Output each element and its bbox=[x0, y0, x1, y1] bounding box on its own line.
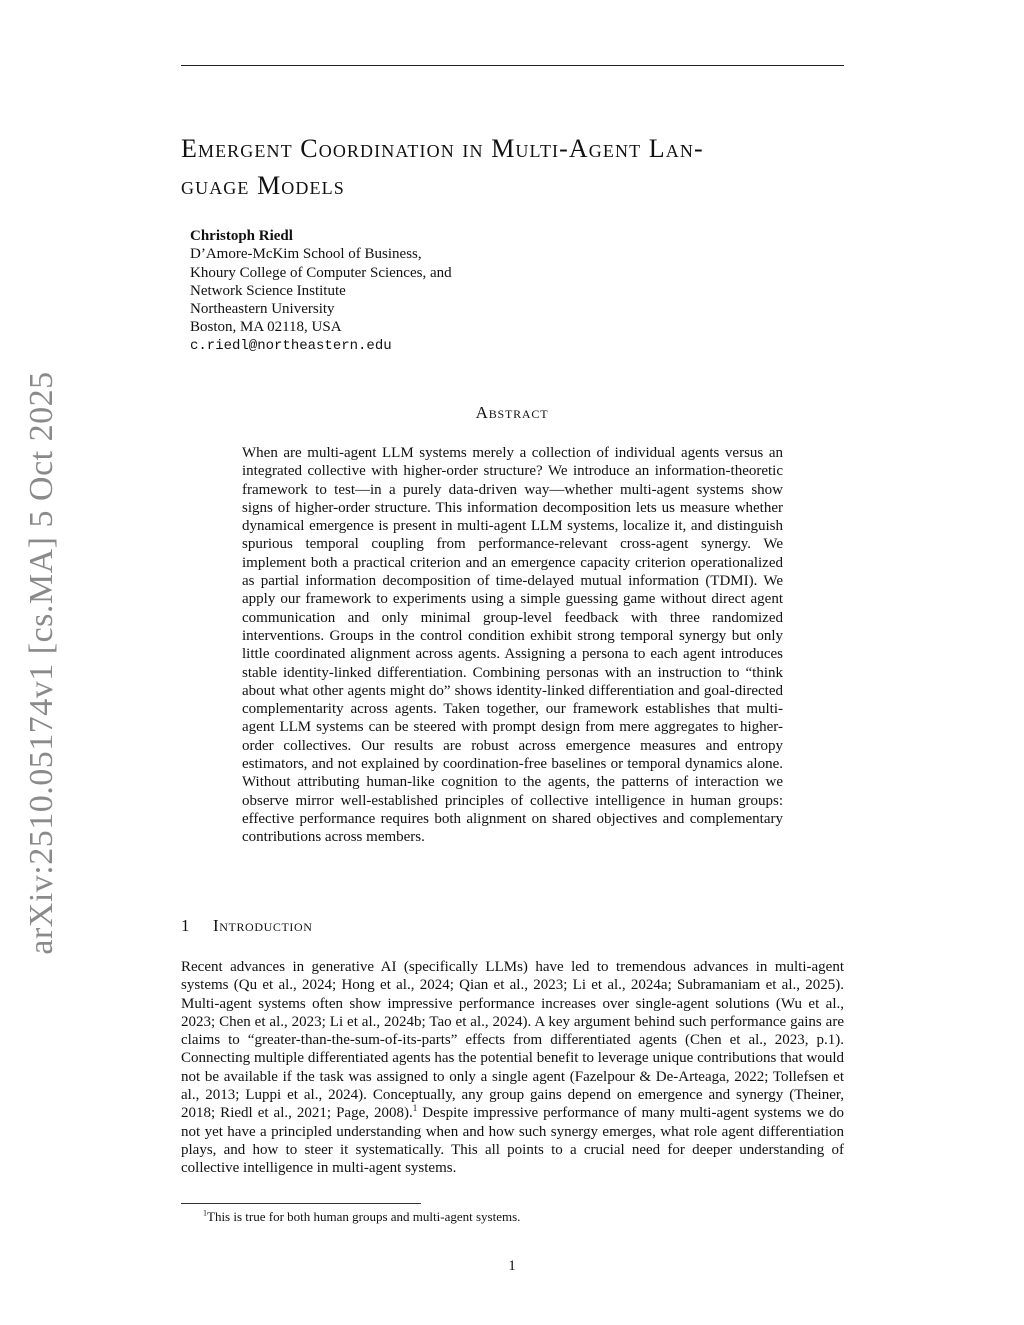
section-number: 1 bbox=[181, 916, 191, 935]
footnote-text: This is true for both human groups and multi-agent systems. bbox=[207, 1209, 521, 1224]
affiliation-line: Khoury College of Computer Sciences, and bbox=[190, 264, 452, 281]
affiliation-line: Boston, MA 02118, USA bbox=[190, 319, 342, 336]
author-name: Christoph Riedl bbox=[190, 228, 293, 244]
intro-text-part-2: Despite impressive performance of many multi-agent systems we do not yet have a principled understanding when and how such synergy emerges, what role agent differentiation plays, and how to steer it systematically. This all points to a crucial need for deeper understanding of collective intelligence in multi-agent systems. bbox=[181, 1105, 844, 1177]
footnote bbox=[203, 1209, 520, 1225]
affiliation-line: Northeastern University bbox=[190, 301, 335, 318]
abstract-heading: Abstract bbox=[475, 403, 549, 422]
section-title: Introduction bbox=[213, 916, 313, 935]
top-rule bbox=[181, 65, 844, 66]
paper-title bbox=[181, 130, 851, 204]
paper-title-text: Emergent Coordination in Multi-Agent Lan- guage Models bbox=[181, 134, 704, 200]
intro-paragraph bbox=[181, 958, 844, 1178]
affiliation-line: Network Science Institute bbox=[190, 282, 346, 299]
affiliation-line: D’Amore-McKim School of Business, bbox=[190, 246, 422, 263]
page-number: 1 bbox=[508, 1258, 516, 1274]
section-heading bbox=[181, 916, 313, 936]
footnote-number: 1 bbox=[203, 1208, 207, 1218]
footnote-rule bbox=[181, 1203, 421, 1204]
author-block bbox=[190, 227, 452, 355]
footnote-marker[interactable]: 1 bbox=[412, 1103, 418, 1114]
arxiv-stamp: arXiv:2510.05174v1 [cs.MA] 5 Oct 2025 bbox=[23, 371, 60, 955]
author-email[interactable]: c.riedl@northeastern.edu bbox=[190, 337, 392, 354]
intro-text-part-1: Recent advances in generative AI (specifically LLMs) have led to tremendous advances in multi-agent systems (Qu et al., 2024; Hong et al., 2024; Qian et al., 2023; Li et al., 2024a; Subramaniam et al., 2025). Multi-agent systems often show impressive performance increases over single-agent solutions (Wu et al., 2023; Chen et al., 2023; Li et al., 2024b; Tao et al., 2024). A key argument behind such performance gains are claims to “greater-than-the-sum-of-its-parts” effects from differentiated agents (Chen et al., 2023, p.1). Connecting multiple differentiated agents has the potential benefit to leverage unique contributions that would not be available if the task was assigned to only a single agent (Fazelpour & De-Arteaga, 2022; Tollefsen et al., 2013; Luppi et al., 2024). Conceptually, any group gains depend on emergence and synergy (Theiner, 2018; Riedl et al., 2021; Page, 2008). bbox=[181, 959, 844, 1122]
abstract-text: When are multi-agent LLM systems merely a collection of individual agents versus an integrated collective with higher-order structure? We introduce an information-theoretic framework to test—in a purely data-driven way—whether multi-agent systems show signs of higher-order structure. This information decomposition lets us measure whether dynamical emergence is present in multi-agent LLM systems, localize it, and distinguish spurious temporal coupling from performance-relevant cross-agent synergy. We implement both a practical criterion and an emergence capacity criterion operationalized as partial information decomposition of time-delayed mutual information (TDMI). We apply our framework to experiments using a simple guessing game without direct agent communication and only minimal group-level feedback with three randomized interventions. Groups in the control condition exhibit strong temporal synergy but only little coordinated alignment across agents. Assigning a persona to each agent introduces stable identity-linked differentiation. Combining personas with an instruction to “think about what other agents might do” shows identity-linked differentiation and goal-directed complementarity across agents. Taken together, our framework establishes that multi-agent LLM systems can be steered with prompt design from mere aggregates to higher-order collectives. Our results are robust across emergence measures and entropy estimators, and not explained by coordination-free baselines or temporal dynamics alone. Without attributing human-like cognition to the agents, the patterns of interaction we observe mirror well-established principles of collective intelligence in human groups: effective performance requires both alignment on shared objectives and complementary contributions across members. bbox=[242, 445, 783, 846]
